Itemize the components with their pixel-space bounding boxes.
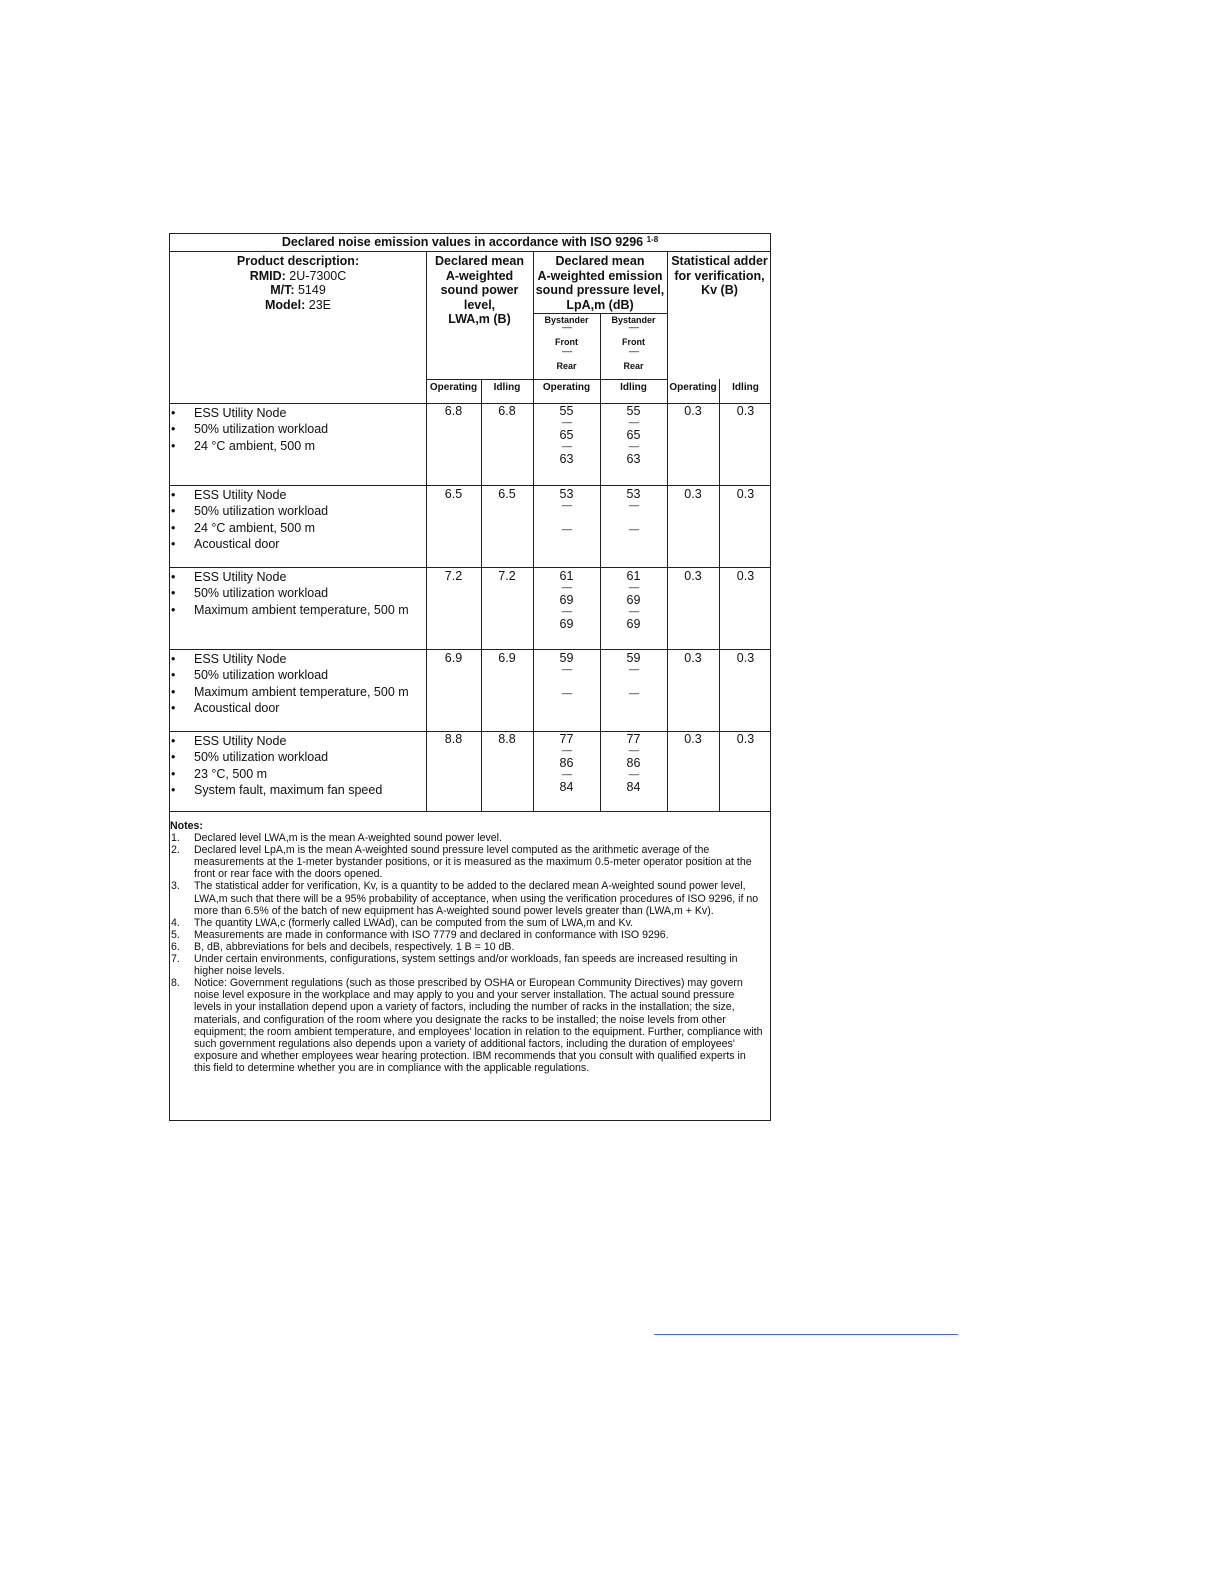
power-operating-value: 6.9 [444,651,463,665]
column-header-operating: Operating [542,382,591,393]
column-header-idling: Idling [493,382,521,393]
list-item: • 24 °C ambient, 500 m [171,520,316,535]
divider [667,251,668,811]
list-item: • 24 °C ambient, 500 m [171,438,316,453]
list-item: 1. Declared level LWA,m is the mean A-weighted sound power level. [171,832,502,845]
pressure-operating-values: 77 ------ 86 ------ 84 [559,732,574,794]
list-item: 4. The quantity LWA,c (formerly called LWAd), can be computed from the sum of LWA,m and Kv. [171,916,634,929]
list-item: • 50% utilization workload [171,750,329,765]
pressure-operating-values: 55 ------ 65 ------ 63 [559,404,574,466]
pressure-operating-values: 53 ------ ------ [559,487,574,534]
adder-idling-value: 0.3 [736,404,755,418]
pressure-idling-values: 55 ------ 65 ------ 63 [626,404,641,466]
adder-idling-value: 0.3 [736,569,755,583]
pressure-idling-values: 53 ------ ------ [626,487,641,534]
divider [170,811,770,812]
divider [426,379,667,380]
adder-operating-value: 0.3 [684,651,702,665]
list-item: • System fault, maximum fan speed [171,782,383,797]
list-item: • 50% utilization workload [171,668,329,683]
power-operating-value: 8.8 [444,732,463,746]
power-idling-value: 6.9 [498,651,516,665]
power-operating-value: 6.8 [444,404,463,418]
table-row-description [170,733,382,798]
list-item: • ESS Utility Node [171,652,287,666]
adder-operating-value: 0.3 [684,404,702,418]
statistical-adder-header: Statistical adder for verification, Kv (B) [671,254,768,297]
list-item: 6. B, dB, abbreviations for bels and decibels, respectively. 1 B = 10 dB. [171,940,515,953]
list-item: • 23 °C, 500 m [171,766,268,781]
adder-idling-value: 0.3 [736,732,755,746]
divider [481,379,482,811]
adder-operating-value: 0.3 [684,487,702,501]
table-row-description [170,651,409,716]
divider [170,649,770,650]
list-item: 8. Notice: Government regulations (such as those prescribed by OSHA or European Community Directives) may govern noise level exposure in the workplace and may apply to you and your server installation. The actual sound pressure levels in your installation depend upon a variety of factors, including the number of racks in the installation; the size, materials, and configuration of the room where you designate the racks to be installed; the noise levels from other equipment; the room ambient temperature, and employees' location in relation to the equipment. Further, compliance with such government regulations also depends upon a variety of additional factors, including the duration of employees' exposure and whether employees wear hearing protection. IBM recommends that you consult with qualified experts in this field to determine whether you are in compliance with the applicable regulations. [171,977,763,1074]
power-operating-value: 7.2 [444,569,463,583]
list-item: • 50% utilization workload [171,504,329,519]
bystander-subheader-operating: Bystander ------ Front ------ Rear [544,315,589,371]
adder-idling-value: 0.3 [736,651,755,665]
product-description: Product description: RMID: 2U-7300C M/T: 5149 Model: 23E [236,254,360,312]
divider [170,251,770,252]
divider [170,567,770,568]
table-row-description [170,405,328,454]
list-item: • ESS Utility Node [171,734,287,748]
list-item: • Maximum ambient temperature, 500 m [171,602,409,617]
pressure-operating-values: 59 ------ ------ [559,651,574,698]
power-idling-value: 8.8 [498,732,516,746]
pressure-idling-values: 61 ------ 69 ------ 69 [626,569,641,631]
list-item: 3. The statistical adder for verification, Kv, is a quantity to be added to the declared mean A-weighted sound power level, LWA,m such that there will be a 95% probability of acceptance, when using the verification procedures of ISO 9296, if no more than 6.5% of the batch of new equipment has A-weighted sound power levels greater than (LWA,m + Kv). [171,880,759,917]
list-item: • Acoustical door [171,536,280,551]
divider [426,251,427,811]
list-item: 7. Under certain environments, configurations, system settings and/or workloads, fan speeds are increased resulting in higher noise levels. [171,953,738,978]
pressure-idling-values: 77 ------ 86 ------ 84 [626,732,641,794]
power-idling-value: 7.2 [498,569,516,583]
divider [170,485,770,486]
power-idling-value: 6.5 [498,487,516,501]
column-header-idling: Idling [732,382,759,393]
table-title: Declared noise emission values in accordance with ISO 9296 $^{1-8}$ [281,235,659,249]
list-item: • ESS Utility Node [171,406,287,420]
power-operating-value: 6.5 [444,487,463,501]
title-superscript: 1-8 [646,235,659,244]
notes-heading: Notes: [170,820,203,832]
adder-operating-value: 0.3 [684,732,702,746]
list-item: • Maximum ambient temperature, 500 m [171,684,409,699]
noise-emission-table [169,233,771,1121]
sound-power-header: Declared mean A-weighted sound power level, LWA,m (B) [435,254,524,326]
list-item: 2. Declared level LpA,m is the mean A-weighted sound pressure level computed as the arithmetic average of the measurements at the 1-meter bystander positions, or it is measured as the maximum 0.5-meter operator position at the front or rear face with the doors opened. [171,844,752,881]
table-row-description [170,487,328,552]
divider [719,379,720,811]
list-item: • ESS Utility Node [171,570,287,584]
sound-pressure-header: Declared mean A-weighted emission sound pressure level, LpA,m (dB) [535,254,665,312]
hyperlink-underline[interactable] [654,1334,958,1335]
pressure-operating-values: 61 ------ 69 ------ 69 [559,569,574,631]
table-row-description [170,569,409,618]
notes-section [170,820,764,1074]
bystander-subheader-idling: Bystander ------ Front ------ Rear [611,315,656,371]
list-item: • 50% utilization workload [171,586,329,601]
list-item: • ESS Utility Node [171,488,287,502]
list-item: 5. Measurements are made in conformance with ISO 7779 and declared in conformance with ISO 9296. [171,928,669,941]
list-item: • 50% utilization workload [171,422,329,437]
column-header-operating: Operating [669,382,717,393]
adder-operating-value: 0.3 [684,569,702,583]
power-idling-value: 6.8 [498,404,516,418]
column-header-idling: Idling [620,382,647,393]
list-item: • Acoustical door [171,700,280,715]
column-header-operating: Operating [429,382,478,393]
adder-idling-value: 0.3 [736,487,755,501]
pressure-idling-values: 59 ------ ------ [626,651,641,698]
